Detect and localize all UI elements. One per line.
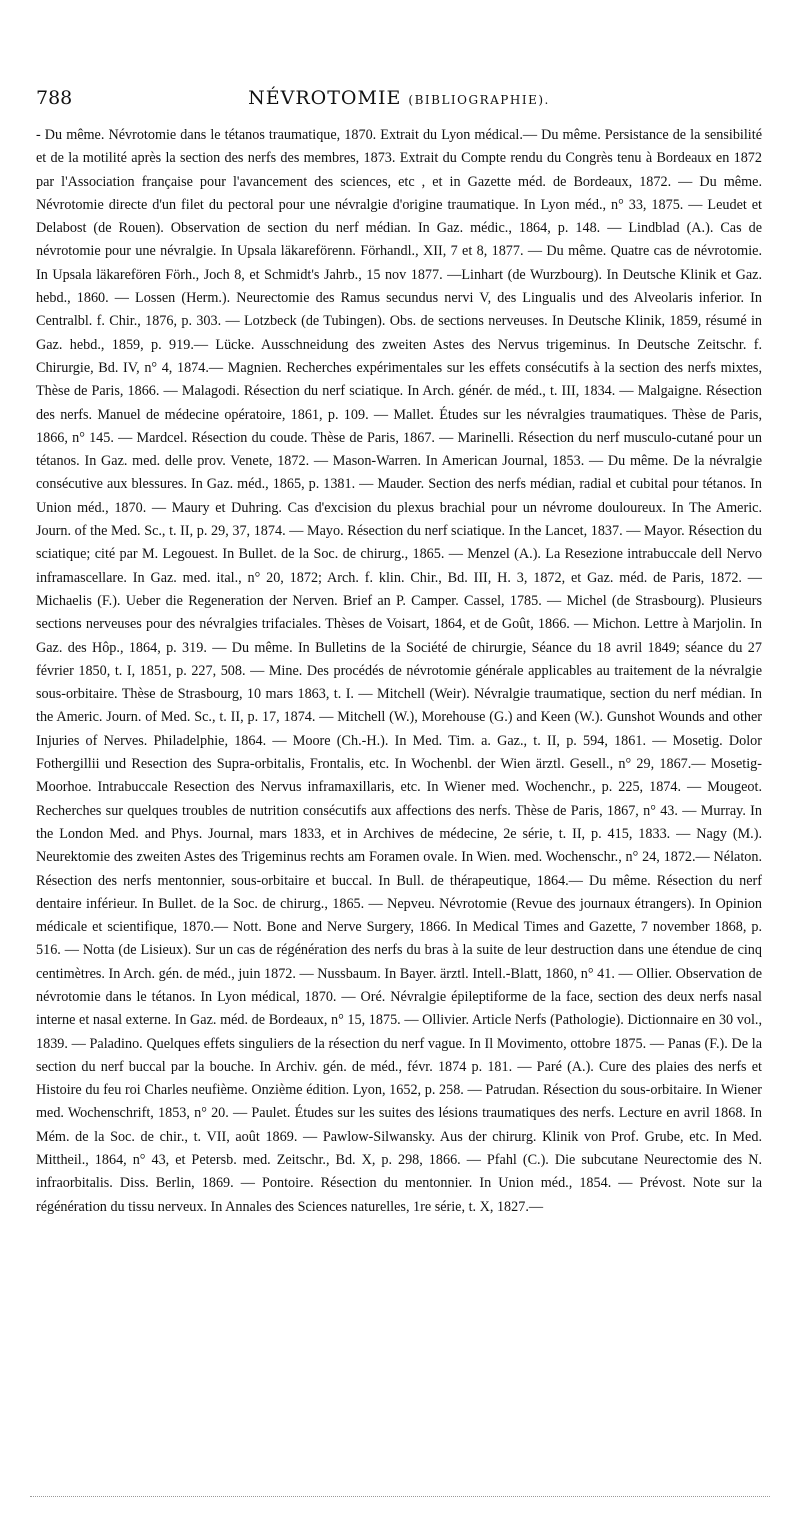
bibliography-text: - Du même. Névrotomie dans le tétanos traumatique, 1870. Extrait du Lyon médical.— Du même. Persistance de la sensibilité et de la motilité après la section des nerfs des membres, 1873. Extrait du Compte rendu du Congrès tenu à Bordeaux en 1872 par l'Association française pour l'avancement des sciences, etc , et in Gazette méd. de Bordeaux, 1872. — Du même. Névrotomie directe d'un filet du pectoral pour une névralgie d'origine traumatique. In Lyon méd., n° 33, 1875. — Leudet et Delabost (de Rouen). Observation de section du nerf médian. In Gaz. médic., 1864, p. 148. — Lindblad (A.). Cas de névrotomie pour une névralgie. In Upsala läkareförenn. Förhandl., XII, 7 et 8, 1877. — Du même. Quatre cas de névrotomie. In Upsala läkarefören Förh., Joch 8, et Schmidt's Jahrb., 15 nov 1877. —Linhart (de Wurzbourg). In Deutsche Klinik et Gaz. hebd., 1860. — Lossen (Herm.). Neurectomie des Ramus secundus nervi V, des Lingualis und des Alveolaris inferior. In Centralbl. f. Chir., 1876, p. 303. — Lotzbeck (de Tubingen). Obs. de sections nerveuses. In Deutsche Klinik, 1859, résumé in Gaz. hebd., 1859, p. 919.— Lücke. Ausschneidung des zweiten Astes des Nervus trigeminus. In Deutsche Zeitschr. f. Chirurgie, Bd. IV, n° 4, 1874.— Magnien. Recherches expérimentales sur les effets consécutifs à la section des nerfs mixtes, Thèse de Paris, 1866. — Malagodi. Résection du nerf sciatique. In Arch. génér. de méd., t. III, 1834. — Malgaigne. Résection des nerfs. Manuel de médecine opératoire, 1861, p. 109. — Mallet. Études sur les névralgies traumatiques. Thèse de Paris, 1866, n° 145. — Mardcel. Résection du coude. Thèse de Paris, 1867. — Marinelli. Résection du nerf musculo-cutané pour un tétanos. In Gaz. med. delle prov. Venete, 1872. — Mason-Warren. In American Journal, 1853. — Du même. De la névralgie consécutive aux blessures. In Gaz. méd., 1865, p. 1381. — Mauder. Section des nerfs médian, radial et cubital pour tétanos. In Union méd., 1870. — Maury et Duhring. Cas d'excision du plexus brachial pour un névrome douloureux. In The Americ. Journ. of the Med. Sc., t. II, p. 29, 37, 1874. — Mayo. Résection du nerf sciatique. In the Lancet, 1837. — Mayor. Résection du sciatique; cité par M. Legouest. In Bullet. de la Soc. de chirurg., 1865. — Menzel (A.). La Resezione intrabuccale dell Nervo inframascellare. In Gaz. med. ital., n° 20, 1872; Arch. f. klin. Chir., Bd. III, H. 3, 1872, et Gaz. méd. de Paris, 1872. — Michaelis (F.). Ueber die Regeneration der Nerven. Brief an P. Camper. Cassel, 1785. — Michel (de Strasbourg). Plusieurs sections nerveuses pour des névralgies trifaciales. Thèses de Voisart, 1864, et de Goût, 1866. — Michon. Lettre à Marjolin. In Gaz. des Hôp., 1864, p. 319. — Du même. In Bulletins de la Société de chirurgie, Séance du 18 avril 1849; séance du 27 février 1850, t. I, 1851, p. 227, 508. — Mine. Des procédés de névrotomie générale applicables au traitement de la névralgie sous-orbitaire. Thèse de Strasbourg, 10 mars 1863, t. I. — Mitchell (Weir). Névralgie traumatique, section du nerf médian. In the Americ. Journ. of Med. Sc., t. II, p. 17, 1874. — Mitchell (W.), Morehouse (G.) and Keen (W.). Gunshot Wounds and other Injuries of Nerves. Philadelphie, 1864. — Moore (Ch.-H.). In Med. Tim. a. Gaz., t. II, p. 594, 1861. — Mosetig. Dolor Fothergillii und Resection des Supra-orbitalis, Frontalis, etc. In Wochenbl. der Wien ärztl. Gesell., n° 29, 1867.— Mosetig-Moorhoe. Intrabuccale Resection des Nervus inframaxillaris, etc. In Wiener med. Wochenchr., p. 225, 1874. — Mougeot. Recherches sur quelques troubles de nutrition consécutifs aux affections des nerfs. Thèse de Paris, 1867, n° 43. — Murray. In the London Med. and Phys. Journal, mars 1833, et in Archives de médecine, 2e série, t. II, p. 415, 1833. — Nagy (M.). Neurektomie des zweiten Astes des Trigeminus rechts am Foramen ovale. In Wien. med. Wochenschr., n° 24, 1872.— Nélaton. Résection des nerfs mentonnier, sous-orbitaire et buccal. In Bull. de thérapeutique, 1864.— Du même. Résection du nerf dentaire inférieur. In Bullet. de la Soc. de chirurg., 1865. — Nepveu. Névrotomie (Revue des journaux étrangers). In Opinion médicale et scientifique, 1870.— Nott. Bone and Nerve Surgery, 1866. In Medical Times and Gazette, 7 november 1868, p. 516. — Notta (de Lisieux). Sur un cas de régénération des nerfs du bras à la suite de leur destruction dans une étendue de cinq centimètres. In Arch. gén. de méd., juin 1872. — Nussbaum. In Bayer. ärztl. Intell.-Blatt, 1860, n° 41. — Ollier. Observation de névrotomie dans le tétanos. In Lyon médical, 1870. — Oré. Névralgie épileptiforme de la face, section des deux nerfs nasal interne et nasal externe. In Gaz. méd. de Bordeaux, n° 15, 1875. — Ollivier. Article Nerfs (Pathologie). Dictionnaire en 30 vol., 1839. — Paladino. Quelques effets singuliers de la résection du nerf vague. In Il Movimento, ottobre 1875. — Panas (F.). De la section du nerf buccal par la bouche. In Archiv. gén. de méd., févr. 1874 p. 181. — Paré (A.). Cure des plaies des nerfs et Histoire du feu roi Charles neufième. Onzième édition. Lyon, 1652, p. 258. — Patrudan. Résection du sous-orbitaire. In Wiener med. Wochenschrift, 1853, n° 20. — Paulet. Études sur les suites des lésions traumatiques des nerfs. Lecture en avril 1868. In Mém. de la Soc. de chir., t. VII, août 1869. — Pawlow-Silwansky. Aus der chirurg. Klinik von Prof. Grube, etc. In Med. Mittheil., 1864, n° 43, et Petersb. med. Zeitschr., Bd. X, p. 298, 1866. — Pfahl (C.). Die subcutane Neurectomie des N. infraorbitalis. Diss. Berlin, 1869. — Pontoire. Résection du mentonnier. In Union méd., 1854. — Prévost. Note sur la régénération du tissu nerveux. In Annales des Sciences naturelles, 1re série, t. X, 1827.—	[36, 127, 762, 1215]
page-number: 788	[36, 87, 73, 109]
running-head-subtitle: (BIBLIOGRAPHIE).	[408, 93, 550, 107]
running-head-title: NÉVROTOMIE	[248, 87, 402, 109]
footer-rule	[30, 1496, 770, 1497]
page-header	[36, 86, 762, 120]
running-head	[36, 86, 762, 112]
